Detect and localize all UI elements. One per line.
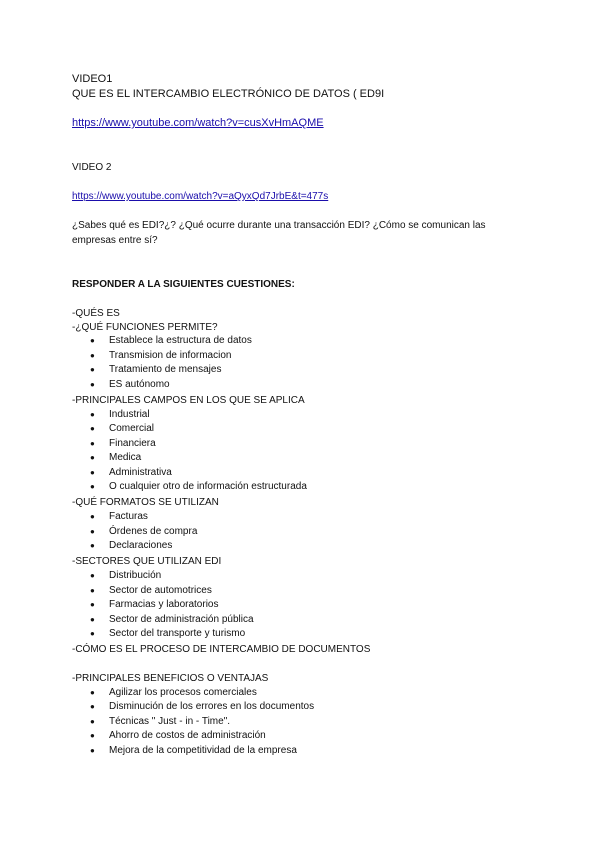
list-item-text: Facturas — [109, 511, 148, 522]
list-item-text: Medica — [109, 452, 142, 464]
list-item — [90, 466, 307, 481]
list-item — [90, 378, 252, 393]
question-formatos: -QUÉ FORMATOS SE UTILIZAN — [72, 497, 219, 508]
bullet-icon: ● — [90, 467, 95, 477]
list-item — [90, 408, 307, 423]
list-item-text: Administrativa — [109, 466, 172, 478]
list-item-text: Distribución — [109, 570, 162, 581]
list-item — [90, 744, 314, 759]
bullet-icon: ● — [90, 629, 95, 639]
bullet-icon: ● — [90, 571, 95, 580]
bullet-icon: ● — [90, 716, 95, 726]
list-item — [90, 437, 307, 452]
bullet-icon: ● — [90, 600, 95, 610]
bullet-icon: ● — [90, 453, 95, 463]
sectores-list — [90, 569, 254, 642]
list-item — [90, 363, 252, 378]
list-item — [90, 480, 307, 495]
bullet-icon: ● — [90, 365, 95, 375]
list-item — [90, 729, 314, 744]
bullet-icon: ● — [90, 336, 95, 345]
bullet-icon: ● — [90, 541, 95, 551]
bullet-icon: ● — [90, 614, 95, 624]
video2-link[interactable]: https://www.youtube.com/watch?v=aQyxQd7JrbE&t=477s — [72, 191, 329, 202]
question-que-es: -QUÉS ES — [72, 308, 120, 319]
question-beneficios: -PRINCIPALES BENEFICIOS O VENTAJAS — [72, 673, 269, 684]
list-item — [90, 510, 197, 525]
list-item — [90, 715, 314, 730]
question-proceso: -CÓMO ES EL PROCESO DE INTERCAMBIO DE DOCUMENTOS — [72, 644, 371, 655]
list-item — [90, 627, 254, 642]
list-item-text: Declaraciones — [109, 540, 173, 552]
intro-paragraph: ¿Sabes qué es EDI?¿? ¿Qué ocurre durante una transacción EDI? ¿Cómo se comunican las empresas entre sí? — [72, 220, 486, 246]
list-item-text: Órdenes de compra — [109, 525, 198, 537]
video1-title: QUE ES EL INTERCAMBIO ELECTRÓNICO DE DATOS ( ED9I — [72, 88, 385, 100]
list-item — [90, 525, 197, 540]
bullet-icon: ● — [90, 409, 95, 419]
list-item-text: O cualquier otro de información estructurada — [109, 481, 307, 493]
bullet-icon: ● — [90, 731, 95, 741]
list-item — [90, 422, 307, 437]
list-item — [90, 539, 197, 554]
list-item — [90, 584, 254, 599]
video2-label: VIDEO 2 — [72, 162, 112, 173]
list-item-text: Industrial — [109, 408, 150, 420]
list-item-text: Ahorro de costos de administración — [109, 730, 266, 742]
video1-link[interactable]: https://www.youtube.com/watch?v=cusXvHmAQME — [72, 117, 324, 129]
list-item-text: Comercial — [109, 423, 155, 435]
bullet-icon: ● — [90, 424, 95, 434]
list-item-text: Farmacias y laboratorios — [109, 599, 219, 611]
list-item — [90, 451, 307, 466]
list-item-text: Tratamiento de mensajes — [109, 364, 222, 376]
list-item-text: Disminución de los errores en los documentos — [109, 701, 315, 713]
bullet-icon: ● — [90, 512, 95, 521]
bullet-icon: ● — [90, 702, 95, 712]
list-item-text: Transmision de informacion — [109, 349, 232, 361]
list-item — [90, 700, 314, 715]
campos-list — [90, 408, 307, 496]
list-item-text: Agilizar los procesos comerciales — [109, 686, 257, 698]
bullet-icon: ● — [90, 350, 95, 360]
bullet-icon: ● — [90, 438, 95, 448]
video1-label: VIDEO1 — [72, 73, 113, 85]
bullet-icon: ● — [90, 585, 95, 595]
bullet-icon: ● — [90, 687, 95, 697]
question-campos: -PRINCIPALES CAMPOS EN LOS QUE SE APLICA — [72, 395, 305, 406]
funciones-list — [90, 334, 252, 392]
list-item-text: Mejora de la competitividad de la empresa — [109, 744, 297, 756]
question-funciones: -¿QUÉ FUNCIONES PERMITE? — [72, 322, 218, 333]
bullet-icon: ● — [90, 745, 95, 755]
list-item — [90, 334, 252, 349]
list-item-text: Técnicas " Just - in - Time". — [109, 715, 231, 727]
formatos-list — [90, 510, 197, 554]
question-sectores: -SECTORES QUE UTILIZAN EDI — [72, 556, 222, 567]
bullet-icon: ● — [90, 379, 95, 389]
list-item-text: Financiera — [109, 437, 156, 449]
bullet-icon: ● — [90, 526, 95, 536]
list-item-text: Sector de administración pública — [109, 613, 254, 625]
list-item-text: Sector del transporte y turismo — [109, 628, 246, 640]
bullet-icon: ● — [90, 482, 95, 492]
list-item-text: Establece la estructura de datos — [109, 335, 252, 346]
list-item — [90, 613, 254, 628]
list-item — [90, 598, 254, 613]
list-item — [90, 569, 254, 584]
list-item-text: ES autónomo — [109, 378, 170, 390]
beneficios-list — [90, 686, 314, 759]
list-item — [90, 349, 252, 364]
list-item — [90, 686, 314, 701]
list-item-text: Sector de automotrices — [109, 584, 212, 596]
section-heading: RESPONDER A LA SIGUIENTES CUESTIONES: — [72, 279, 295, 290]
